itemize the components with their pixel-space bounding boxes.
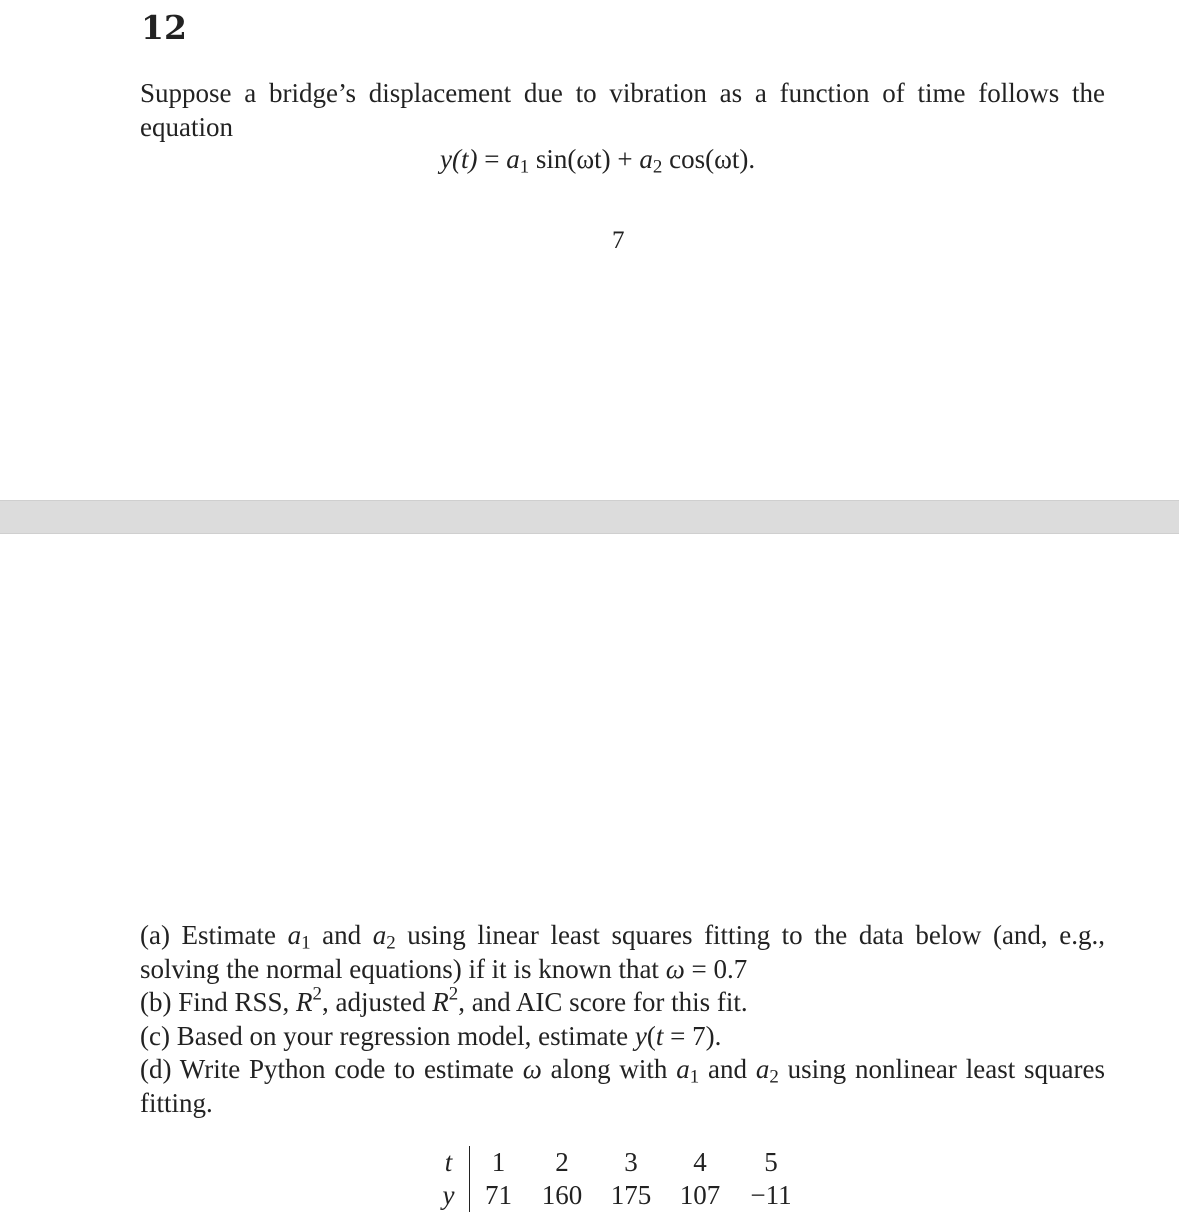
part-d: (d) Write Python code to estimate ω along with $a_1$ and $a_2$ using nonlinear least squares fitting. bbox=[140, 1054, 1105, 1118]
y-row bbox=[428, 1179, 807, 1212]
y-value: 107 bbox=[679, 1180, 721, 1210]
t-value: 5 bbox=[764, 1147, 778, 1177]
y-value: 71 bbox=[485, 1180, 512, 1210]
y-value: 160 bbox=[541, 1180, 583, 1210]
t-value: 3 bbox=[624, 1147, 638, 1177]
question-parts bbox=[140, 919, 1105, 1120]
page-bottom bbox=[0, 534, 1179, 1226]
t-value: 4 bbox=[693, 1147, 707, 1177]
y-label: y bbox=[428, 1179, 470, 1212]
data-table bbox=[428, 1146, 807, 1212]
t-label: t bbox=[428, 1146, 470, 1179]
t-value: 1 bbox=[491, 1147, 506, 1177]
y-value: 175 bbox=[610, 1180, 652, 1210]
model-equation: $y(t) = a_1$ $\sin(\omega t) + a_2$ cos(ωt). bbox=[440, 144, 756, 178]
part-c: (c) Based on your regression model, estimate y(t = 7). bbox=[140, 1020, 722, 1051]
page-separator bbox=[0, 500, 1179, 534]
t-value: 2 bbox=[555, 1147, 569, 1177]
problem-number: 12 bbox=[141, 8, 187, 47]
page-number: 7 bbox=[612, 227, 625, 254]
y-value: −11 bbox=[750, 1180, 792, 1210]
page-top bbox=[0, 0, 1179, 500]
part-a: (a) Estimate $a_1$ and $a_2$ using linear least squares fitting to the data below (and, e.g., solving the normal equations) if it is known that ω = 0.7 bbox=[140, 920, 1105, 984]
part-b: (b) Find RSS, $R^2$, adjusted $R^2$, and AIC score for this fit. bbox=[140, 983, 748, 1017]
t-row bbox=[428, 1146, 807, 1179]
problem-intro: Suppose a bridge’s displacement due to vibration as a function of time follows the equation bbox=[140, 78, 1105, 142]
